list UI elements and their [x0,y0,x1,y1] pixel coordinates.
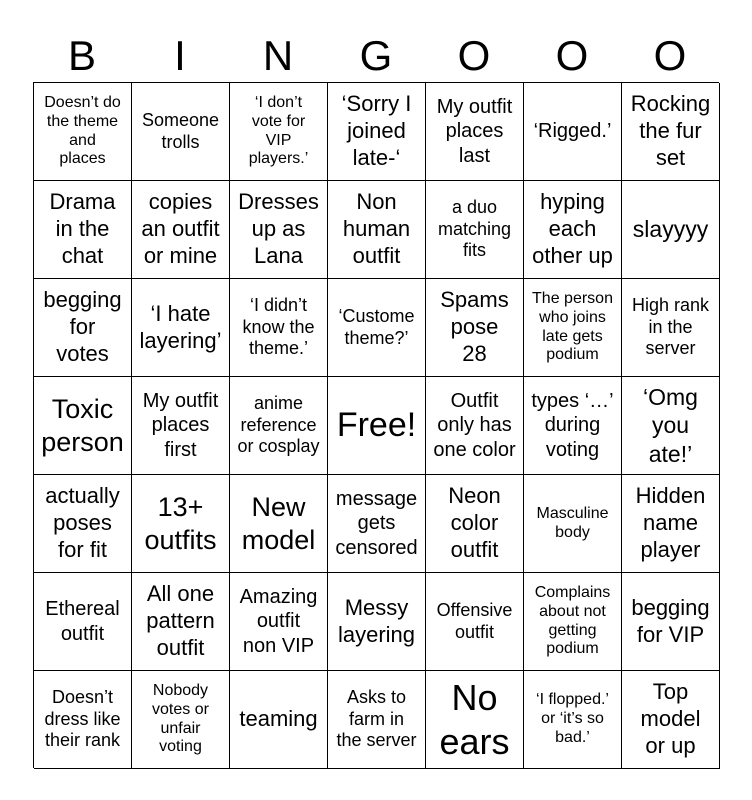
bingo-cell[interactable]: Nobody votes or unfair voting [132,671,230,769]
header-letter-6: O [555,32,589,79]
bingo-cell[interactable]: Dresses up as Lana [230,181,328,279]
bingo-board [33,82,719,768]
bingo-cell[interactable]: begging for votes [34,279,132,377]
bingo-cell[interactable]: Top model or up [622,671,720,769]
bingo-cell[interactable]: Asks to farm in the server [328,671,426,769]
bingo-cell[interactable]: ‘Omg you ate!’ [622,377,720,475]
bingo-cell[interactable]: Rocking the fur set [622,83,720,181]
bingo-cell[interactable]: slayyyy [622,181,720,279]
bingo-cell[interactable]: My outfit places first [132,377,230,475]
bingo-cell[interactable]: Doesn’t do the theme and places [34,83,132,181]
bingo-cell[interactable]: Masculine body [524,475,622,573]
bingo-cell[interactable]: message gets censored [328,475,426,573]
bingo-cell[interactable]: 13+ outfits [132,475,230,573]
bingo-cell[interactable]: ‘Sorry I joined late-‘ [328,83,426,181]
bingo-cell[interactable]: Outfit only has one color [426,377,524,475]
header-letter-2: I [174,32,186,79]
header-letter-1: B [67,32,96,79]
bingo-cell[interactable]: types ‘…’ during voting [524,377,622,475]
bingo-cell[interactable]: hyping each other up [524,181,622,279]
bingo-cell[interactable]: The person who joins late gets podium [524,279,622,377]
bingo-cell[interactable]: ‘I flopped.’ or ‘it’s so bad.’ [524,671,622,769]
bingo-cell[interactable]: a duo matching fits [426,181,524,279]
bingo-cell[interactable]: Doesn’t dress like their rank [34,671,132,769]
bingo-cell[interactable]: actually poses for fit [34,475,132,573]
bingo-cell[interactable]: ‘I hate layering’ [132,279,230,377]
bingo-cell[interactable]: ‘Custome theme?’ [328,279,426,377]
bingo-cell[interactable]: High rank in the server [622,279,720,377]
bingo-cell[interactable]: Amazing outfit non VIP [230,573,328,671]
bingo-cell[interactable]: copies an outfit or mine [132,181,230,279]
bingo-cell[interactable]: teaming [230,671,328,769]
free-cell[interactable]: Free! [328,377,426,475]
bingo-cell[interactable]: Hidden name player [622,475,720,573]
bingo-cell[interactable]: anime reference or cosplay [230,377,328,475]
bingo-cell[interactable]: All one pattern outfit [132,573,230,671]
header-letter-7: O [653,32,687,79]
bingo-cell[interactable]: ‘I didn’t know the theme.’ [230,279,328,377]
bingo-cell[interactable]: begging for VIP [622,573,720,671]
bingo-cell[interactable]: No ears [426,671,524,769]
bingo-cell[interactable]: Toxic person [34,377,132,475]
bingo-cell[interactable]: My outfit places last [426,83,524,181]
bingo-cell[interactable]: Drama in the chat [34,181,132,279]
bingo-cell[interactable]: ‘Rigged.’ [524,83,622,181]
bingo-cell[interactable]: Messy layering [328,573,426,671]
bingo-cell[interactable]: New model [230,475,328,573]
bingo-header [33,28,719,84]
bingo-cell[interactable]: Non human outfit [328,181,426,279]
bingo-cell[interactable]: Someone trolls [132,83,230,181]
bingo-cell[interactable]: Spams pose 28 [426,279,524,377]
bingo-cell[interactable]: Offensive outfit [426,573,524,671]
bingo-cell[interactable]: Complains about not getting podium [524,573,622,671]
bingo-cell[interactable]: Ethereal outfit [34,573,132,671]
header-letter-3: N [262,32,294,79]
header-letter-4: G [359,32,393,79]
bingo-cell[interactable]: ‘I don’t vote for VIP players.’ [230,83,328,181]
header-letter-5: O [457,32,491,79]
bingo-cell[interactable]: Neon color outfit [426,475,524,573]
